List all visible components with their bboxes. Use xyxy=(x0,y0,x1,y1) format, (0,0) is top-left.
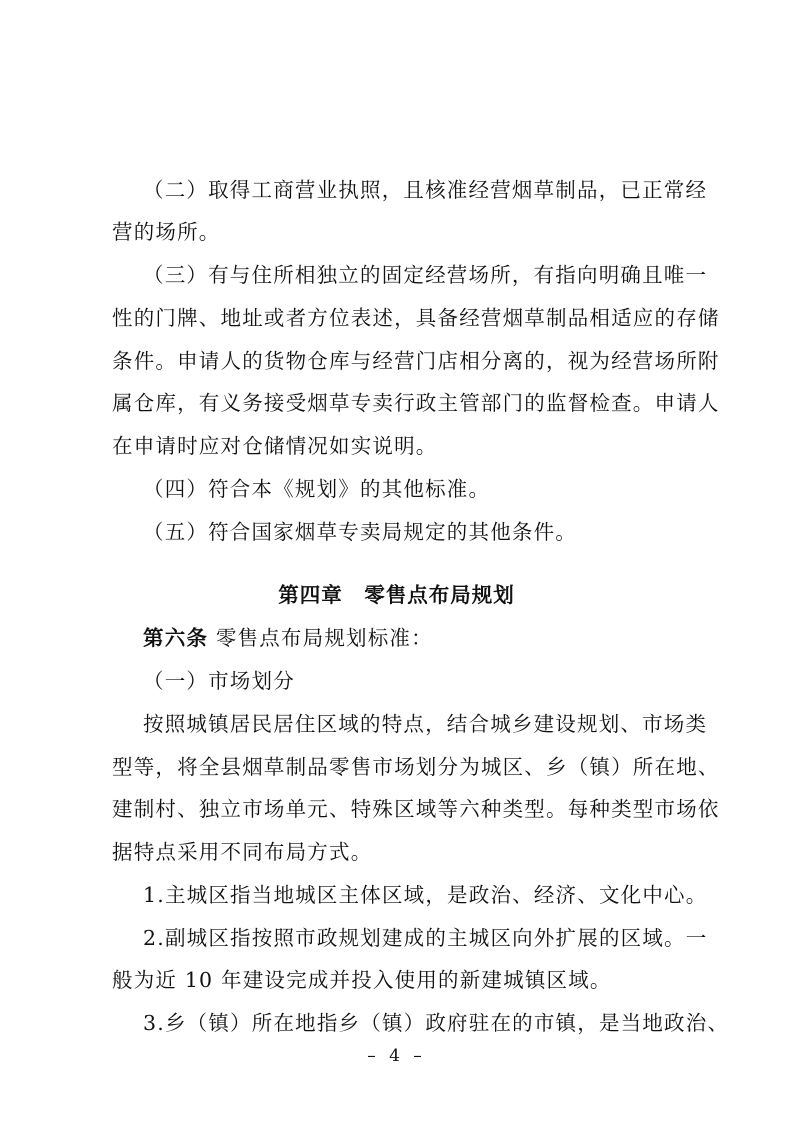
paragraph-line: 按照城镇居民居住区域的特点，结合城乡建设规划、市场类 xyxy=(143,712,708,736)
article-line xyxy=(143,626,433,650)
paragraph-line: 般为近 10 年建设完成并投入使用的新建城镇区域。 xyxy=(112,968,612,992)
paragraph-line: （五）符合国家烟草专卖局规定的其他条件。 xyxy=(143,520,577,544)
paragraph-line: 在申请时应对仓储情况如实说明。 xyxy=(112,434,438,458)
paragraph-line: 型等，将全县烟草制品零售市场划分为城区、乡（镇）所在地、 xyxy=(112,755,720,779)
paragraph-line: 据特点采用不同布局方式。 xyxy=(112,840,373,864)
paragraph-line: （三）有与住所相独立的固定经营场所，有指向明确且唯一 xyxy=(143,263,708,287)
paragraph-line: （一）市场划分 xyxy=(143,669,295,693)
paragraph-line: 属仓库，有义务接受烟草专卖行政主管部门的监督检查。申请人 xyxy=(112,391,720,415)
chapter-heading: 第四章 零售点布局规划 xyxy=(278,583,515,607)
paragraph-line: 1.主城区指当地城区主体区域，是政治、经济、文化中心。 xyxy=(143,883,708,907)
paragraph-line: 2.副城区指按照市政规划建成的主城区向外扩展的区域。一 xyxy=(143,926,708,950)
paragraph-line: 营的场所。 xyxy=(112,220,221,244)
page-number: – 4 – xyxy=(367,1046,426,1066)
paragraph-line: 建制村、独立市场单元、特殊区域等六种类型。每种类型市场依 xyxy=(112,797,720,821)
paragraph-line: 条件。申请人的货物仓库与经营门店相分离的，视为经营场所附 xyxy=(112,349,720,373)
article-label: 第六条 xyxy=(143,626,209,650)
paragraph-line: 性的门牌、地址或者方位表述，具备经营烟草制品相适应的存储 xyxy=(112,306,720,330)
paragraph-line: 3.乡（镇）所在地指乡（镇）政府驻在的市镇，是当地政治、 xyxy=(143,1011,730,1035)
paragraph-line: （二）取得工商营业执照，且核准经营烟草制品，已正常经 xyxy=(143,178,708,202)
article-text: 零售点布局规划标准： xyxy=(215,626,433,650)
paragraph-line: （四）符合本《规划》的其他标准。 xyxy=(143,477,491,501)
